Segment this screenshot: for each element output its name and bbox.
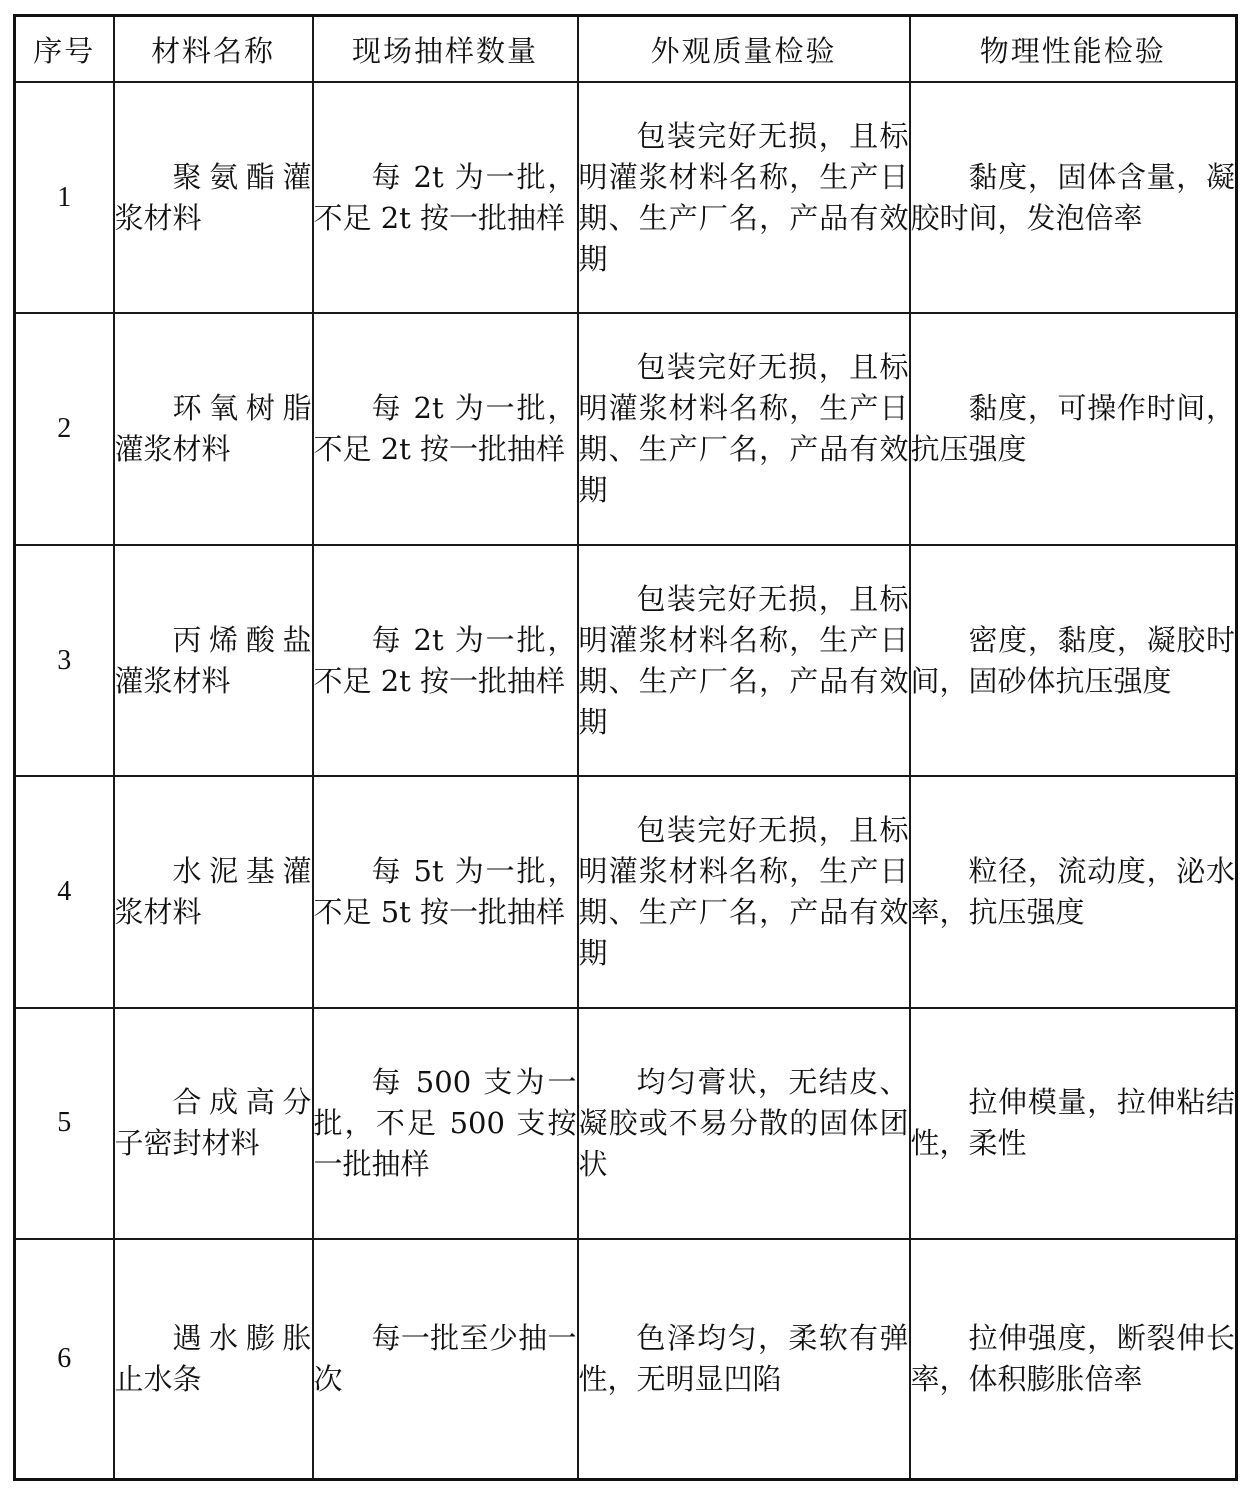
serial-no-cell: 3 [15,545,114,776]
sampling-cell [313,1008,578,1239]
appearance-cell [578,82,910,313]
appearance-text: 包装完好无损，且标明灌浆材料名称，生产日期、生产厂名，产品有效期 [578,118,909,276]
serial-no-cell: 5 [15,1008,114,1239]
table-row [15,1239,1237,1479]
sampling-text: 每 2t 为一批，不足 2t 按一批抽样 [313,622,577,698]
sampling-cell [313,82,578,313]
material-name-text: 聚氨酯灌浆材料 [114,159,312,235]
sampling-cell [313,1239,578,1479]
sampling-text: 每 2t 为一批，不足 2t 按一批抽样 [313,391,577,467]
material-name-text: 遇水膨胀止水条 [114,1321,312,1397]
physical-cell [910,82,1237,313]
sampling-text: 每 5t 为一批，不足 5t 按一批抽样 [313,853,577,929]
physical-cell [910,313,1237,544]
sampling-text: 每 500 支为一批，不足 500 支按一批抽样 [313,1064,577,1181]
material-name-text: 环氧树脂灌浆材料 [114,391,312,467]
material-name-text: 丙烯酸盐灌浆材料 [114,622,312,698]
serial-no-cell: 4 [15,776,114,1007]
material-name-cell [114,313,313,544]
physical-text: 拉伸强度，断裂伸长率，体积膨胀倍率 [910,1321,1235,1397]
table-row [15,313,1237,544]
physical-text: 粒径，流动度，泌水率，抗压强度 [910,853,1235,929]
physical-cell [910,1239,1237,1479]
sampling-cell [313,545,578,776]
table-row [15,776,1237,1007]
physical-text: 黏度，固体含量，凝胶时间，发泡倍率 [910,159,1235,235]
physical-cell [910,545,1237,776]
header-serial-no: 序号 [15,16,114,83]
inspection-table [13,14,1238,1481]
material-name-cell [114,776,313,1007]
serial-no-cell: 2 [15,313,114,544]
table-row [15,82,1237,313]
table-row [15,1008,1237,1239]
appearance-cell [578,313,910,544]
table-row [15,545,1237,776]
sampling-cell [313,776,578,1007]
material-name-cell [114,545,313,776]
appearance-text: 色泽均匀，柔软有弹性，无明显凹陷 [578,1321,909,1397]
sampling-cell [313,313,578,544]
appearance-cell [578,545,910,776]
header-row [15,16,1237,83]
material-name-cell [114,82,313,313]
material-name-cell [114,1008,313,1239]
appearance-text: 均匀膏状，无结皮、凝胶或不易分散的固体团状 [578,1064,909,1181]
physical-text: 拉伸模量，拉伸粘结性，柔性 [910,1085,1235,1161]
appearance-text: 包装完好无损，且标明灌浆材料名称，生产日期、生产厂名，产品有效期 [578,581,909,739]
material-name-text: 合成高分子密封材料 [114,1085,312,1161]
sampling-text: 每一批至少抽一次 [313,1321,577,1397]
appearance-cell [578,1239,910,1479]
header-material-name: 材料名称 [114,16,313,83]
appearance-cell [578,776,910,1007]
header-appearance-inspection: 外观质量检验 [578,16,910,83]
physical-text: 密度，黏度，凝胶时间，固砂体抗压强度 [910,622,1235,698]
header-physical-inspection: 物理性能检验 [910,16,1237,83]
appearance-text: 包装完好无损，且标明灌浆材料名称，生产日期、生产厂名，产品有效期 [578,350,909,508]
serial-no-cell: 6 [15,1239,114,1479]
material-name-text: 水泥基灌浆材料 [114,853,312,929]
header-sampling-quantity: 现场抽样数量 [313,16,578,83]
appearance-text: 包装完好无损，且标明灌浆材料名称，生产日期、生产厂名，产品有效期 [578,812,909,970]
appearance-cell [578,1008,910,1239]
sampling-text: 每 2t 为一批，不足 2t 按一批抽样 [313,159,577,235]
material-name-cell [114,1239,313,1479]
serial-no-cell: 1 [15,82,114,313]
physical-text: 黏度，可操作时间，抗压强度 [910,391,1235,467]
physical-cell [910,776,1237,1007]
physical-cell [910,1008,1237,1239]
